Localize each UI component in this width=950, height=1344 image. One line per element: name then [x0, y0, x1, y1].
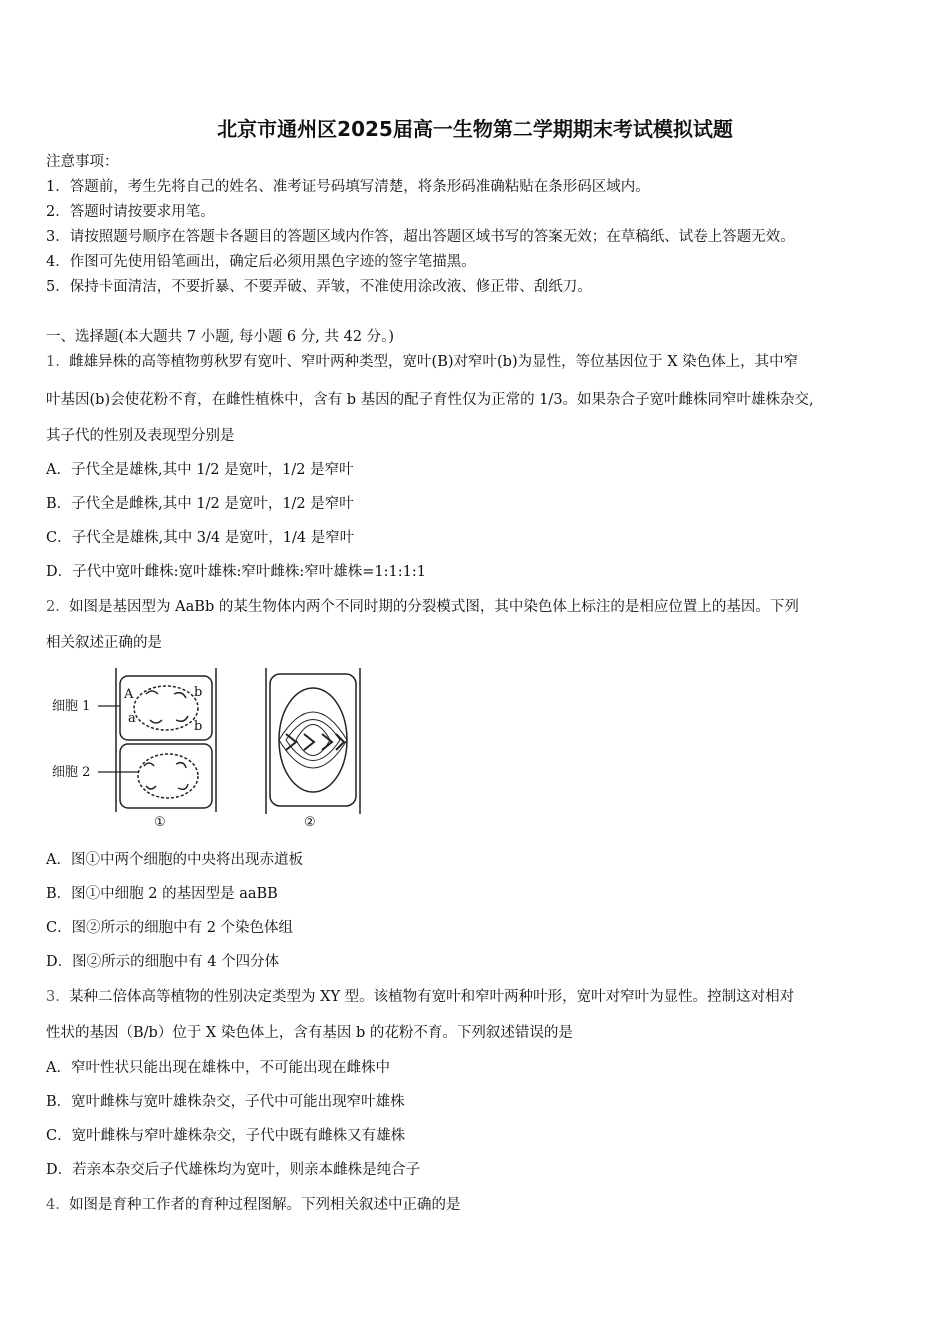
section-heading: 一、选择题(本大题共 7 小题, 每小题 6 分, 共 42 分。) [46, 329, 395, 345]
cell2-label: 细胞 2 [52, 765, 91, 780]
q1-line-3: 其子代的性别及表现型分别是 [46, 428, 235, 444]
panel1-label: ① [154, 815, 166, 830]
gene-b-bottom: b [194, 719, 203, 734]
q1-text-1: 雌雄异株的高等植物剪秋罗有宽叶、窄叶两种类型，宽叶(B)对窄叶(b)为显性，等位基因位于 X 染色体上，其中窄 [69, 354, 799, 370]
q3-option-c: C．宽叶雌株与窄叶雄株杂交，子代中既有雌株又有雄株 [46, 1128, 406, 1144]
notice-heading: 注意事项： [46, 154, 119, 170]
cell1-spindle [134, 686, 198, 730]
notice-item-1: 1．答题前，考生先将自己的姓名、准考证号码填写清楚，将条形码准确粘贴在条形码区域内。 [46, 179, 650, 195]
q3-line-2: 性状的基因（B/b）位于 X 染色体上，含有基因 b 的花粉不育。下列叙述错误的是 [46, 1025, 573, 1041]
cell2-chromosomes [144, 763, 188, 790]
q4-number: 4. [46, 1197, 60, 1213]
q2-option-b: B．图①中细胞 2 的基因型是 aaBB [46, 886, 278, 902]
gene-a-upper: A [124, 687, 134, 702]
q1-option-c: C．子代全是雄株,其中 3/4 是宽叶，1/4 是窄叶 [46, 530, 355, 546]
q4-text-1: 如图是育种工作者的育种过程图解。下列相关叙述中正确的是 [69, 1197, 461, 1213]
panel2-chromosomes [286, 734, 344, 750]
q3-option-d: D．若亲本杂交后子代雄株均为宽叶，则亲本雌株是纯合子 [46, 1162, 421, 1178]
q1-line-1 [46, 352, 926, 372]
q1-number: 1. [46, 354, 60, 370]
notice-item-4: 4．作图可先使用铅笔画出，确定后必须用黑色字迹的签字笔描黑。 [46, 254, 476, 270]
page-title: 北京市通州区2025届高一生物第二学期期末考试模拟试题 [217, 117, 733, 141]
cell2-spindle [138, 754, 198, 798]
q3-text-1: 某种二倍体高等植物的性别决定类型为 XY 型。该植物有宽叶和窄叶两种叶形，宽叶对窄叶为显性。控制这对相对 [69, 989, 795, 1005]
q2-line-1 [46, 597, 926, 617]
q2-option-d: D．图②所示的细胞中有 4 个四分体 [46, 954, 280, 970]
notice-item-3: 3．请按照题号顺序在答题卡各题目的答题区域内作答，超出答题区域书写的答案无效；在草稿纸、试卷上答题无效。 [46, 229, 795, 245]
q2-number: 2. [46, 599, 60, 615]
q1-option-d: D．子代中宽叶雌株:宽叶雄株:窄叶雌株:窄叶雄株=1:1:1:1 [46, 564, 426, 580]
q1-option-a: A．子代全是雄株,其中 1/2 是宽叶，1/2 是窄叶 [46, 462, 354, 478]
cell1-chromosomes [146, 691, 188, 723]
q1-option-b: B．子代全是雌株,其中 1/2 是宽叶，1/2 是窄叶 [46, 496, 354, 512]
q4-line-1 [46, 1195, 926, 1215]
q3-line-1 [46, 987, 926, 1007]
q2-option-c: C．图②所示的细胞中有 2 个染色体组 [46, 920, 294, 936]
q2-line-2: 相关叙述正确的是 [46, 635, 162, 651]
panel2-label: ② [304, 815, 316, 830]
q3-option-b: B．宽叶雌株与宽叶雄株杂交，子代中可能出现窄叶雄株 [46, 1094, 405, 1110]
gene-a-lower: a [128, 711, 136, 726]
gene-b-top: b [194, 685, 203, 700]
q2-option-a: A．图①中两个细胞的中央将出现赤道板 [46, 852, 303, 868]
q1-line-2: 叶基因(b)会使花粉不育，在雌性植株中，含有 b 基因的配子育性仅为正常的 1/3。如果杂合子宽叶雌株同窄叶雄株杂交, [46, 392, 814, 408]
notice-item-2: 2．答题时请按要求用笔。 [46, 204, 215, 220]
cell-division-figure [46, 664, 376, 832]
q3-option-a: A．窄叶性状只能出现在雄株中，不可能出现在雌株中 [46, 1060, 390, 1076]
q3-number: 3. [46, 989, 60, 1005]
q2-text-1: 如图是基因型为 AaBb 的某生物体内两个不同时期的分裂模式图，其中染色体上标注的是相应位置上的基因。下列 [69, 599, 799, 615]
cell1-label: 细胞 1 [52, 699, 91, 714]
notice-item-5: 5．保持卡面清洁，不要折暴、不要弄破、弄皱，不准使用涂改液、修正带、刮纸刀。 [46, 279, 592, 295]
